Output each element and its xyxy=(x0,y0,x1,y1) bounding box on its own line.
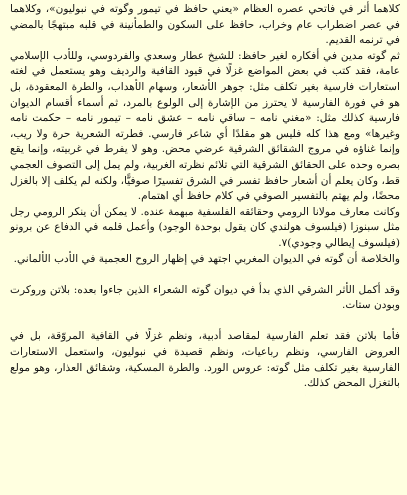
paragraph-4: والخلاصة أن گوته في الديوان المغربي اجتهد في إظهار الروح العجمية في الأدب الألماني. xyxy=(13,252,400,265)
paragraph-3: وكانت معارف مولانا الرومي وحقائقه الفلسفية مبهمة عنده. لا يمكن أن ينكر الرومي رجل مثل سبنوزا (فيلسوف هولندي كان يقول بوحدة الوجود) وأعمل قلمه في الدفاع عن برونو (فيلسوف إيطالي وجودي)٧. xyxy=(10,205,400,249)
paragraph-spacer xyxy=(10,267,400,283)
paragraph-1: كلاهما أثر في فاتحي عصره العظام «يعني حافظ في تيمور وگوته في نبوليون»، وكلاهما في عصر اضطراب عام وخراب، حافظ على السكون والطمأنينة في قلبه مبتهجًا بالمضي في ترنمه القديم. xyxy=(10,3,400,47)
paragraph-2: ثم گوته مدين في أفكاره لغير حافظ: للشيخ عطار وسعدي والفردوسي، وللأدب الإسلامي عامة، فقد كتب في بعض المواضع غزلًا في قيود القافية والرديف وهو يستعمل في لغته استعارات فارسية بغير تكلف مثل: جوهر الأشعار، وسهام الأهداب، والطرة المعقودة، بل هو في فورة الفارسية لا يحترز من الإشارة إلى الولوع بالمرد، ثم أسماء أقسام الديوان فارسية كذلك مثل: «مغني نامه – ساقي نامه – عشق نامه – تيمور نامه – حكمت نامه وغيرها» ومع هذا كله فليس هو مقلدًا أي شاعر فارسي. فطرته الشعرية حرة ولا ريب، وإنما غناؤه في مروج الشقائق الشرقية عرضي محض. وهو لا يفرط في غربيته، وإنما يقع بصره وحده على الحقائق الشرقية التي تلائم نظرته الغربية، ولم يمل إلى التصوف العجمي قط، وكان يعلم أن أشعار حافظ تفسر في الشرق تفسيرًا صوفيًّا، ولكنه لم يكلف إلا بالغزل محضًا، ولم يهتم بالتفسير الصوفي في كلام حافظ أي اهتمام. xyxy=(10,49,400,203)
paragraph-6: فأما بلاتن فقد تعلم الفارسية لمقاصد أدبية، ونظم غزلًا في القافية المروّقة، بل في العروض الفارسي، ونظم رباعيات، ونظم قصيدة في نبوليون، واستعمل الاستعارات الفارسية بغير تكلف مثل گوته: عروس الورد. والطرة المسكية، وشقائق العذار، وهو مولع بالتغزل المحض كذلك. xyxy=(10,330,400,390)
paragraph-spacer xyxy=(10,314,400,330)
paragraph-5: وقد أكمل الأثر الشرقي الذي بدأ في ديوان گوته الشعراء الذين جاءوا بعده: بلاتن وروكرت وبودن ستات. xyxy=(10,283,400,312)
